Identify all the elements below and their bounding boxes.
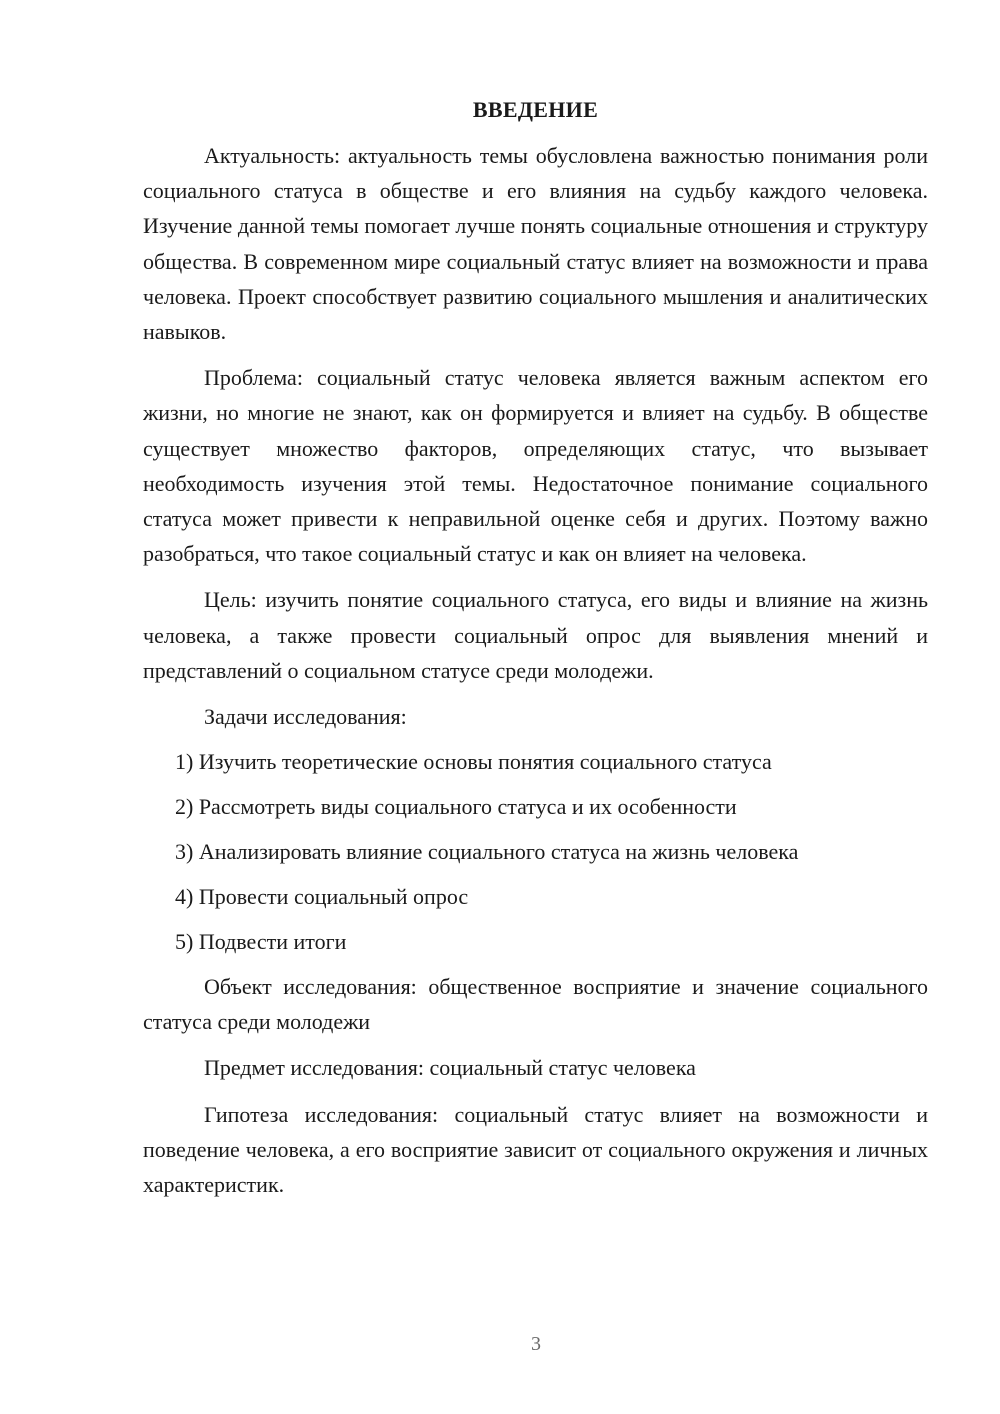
tasks-title: Задачи исследования: bbox=[204, 704, 407, 730]
hypothesis-paragraph: Гипотеза исследования: социальный статус влияет на возможности и поведение человека, а его восприятие зависит от социального окружения и личных характеристик. bbox=[143, 1101, 928, 1198]
subject-paragraph: Предмет исследования: социальный статус человека bbox=[204, 1055, 696, 1081]
page-number: 3 bbox=[531, 1333, 541, 1355]
list-item: 1) Изучить теоретические основы понятия социального статуса bbox=[175, 749, 772, 775]
list-item: 4) Провести социальный опрос bbox=[175, 884, 469, 910]
goal-paragraph: Цель: изучить понятие социального статуса, его виды и влияние на жизнь человека, а также провести социальный опрос для выявления мнений и представлений о социальном статусе среди молодежи. bbox=[143, 587, 928, 683]
list-item: 5) Подвести итоги bbox=[175, 929, 347, 955]
list-item: 3) Анализировать влияние социального статуса на жизнь человека bbox=[175, 839, 799, 865]
page-title: ВВЕДЕНИЕ bbox=[472, 97, 599, 122]
relevance-paragraph: Актуальность: актуальность темы обусловлена важностью понимания роли социального статуса в обществе и его влияния на судьбу каждого человека. Изучение данной темы помогает лучше понять социальные отношения и структуру общества. В современном мире социальный статус влияет на возможности и права человека. Проект способствует развитию социального мышления и аналитических навыков. bbox=[143, 143, 928, 345]
tasks-list bbox=[143, 744, 928, 959]
object-paragraph: Объект исследования: общественное восприятие и значение социального статуса среди молодежи bbox=[143, 974, 928, 1035]
document-page bbox=[143, 92, 928, 1202]
problem-paragraph: Проблема: социальный статус человека является важным аспектом его жизни, но многие не знают, как он формируется и влияет на судьбу. В обществе существует множество факторов, определяющих статус, что вызывает необходимость изучения этой темы. Недостаточное понимание социального статуса может привести к неправильной оценке себя и других. Поэтому важно разобраться, что такое социальный статус и как он влияет на человека. bbox=[143, 365, 928, 567]
list-item: 2) Рассмотреть виды социального статуса и их особенности bbox=[175, 794, 737, 820]
